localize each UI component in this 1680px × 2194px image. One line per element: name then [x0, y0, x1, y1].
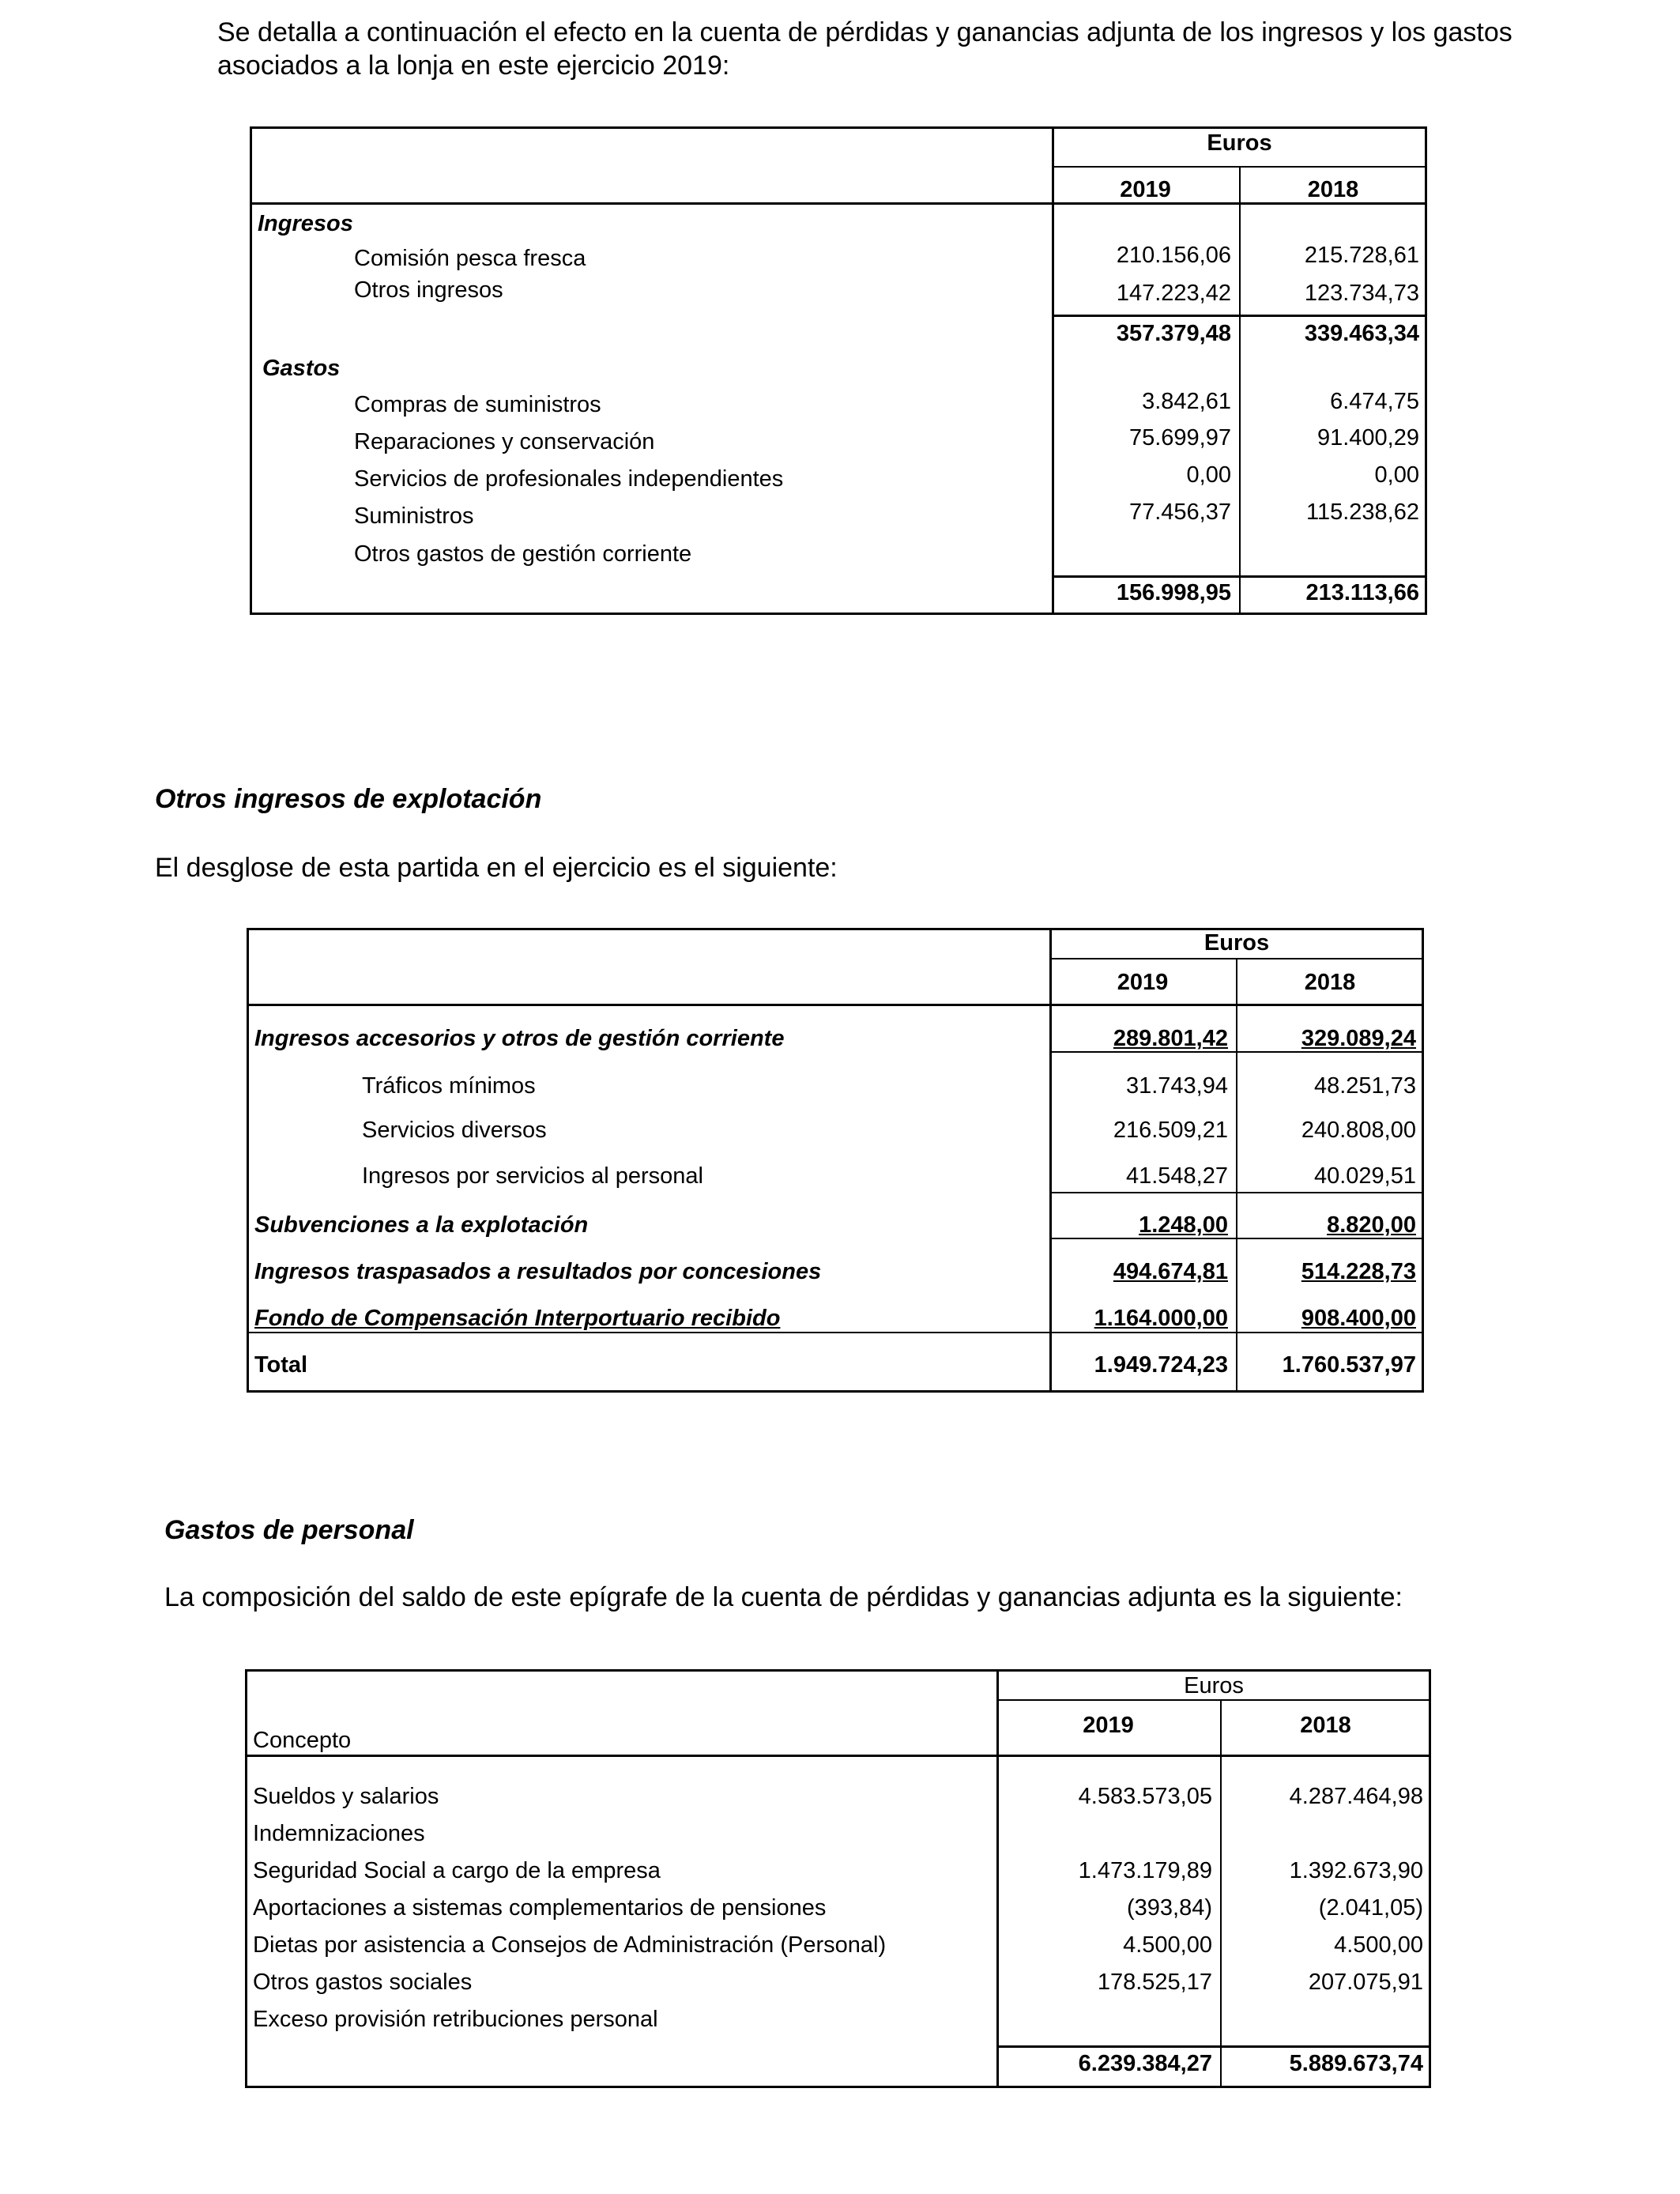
table2-row-label: Ingresos por servicios al personal	[362, 1163, 703, 1189]
table1-value-2019: 147.223,42	[1116, 281, 1231, 306]
table2-value-2018: 240.808,00	[1301, 1118, 1416, 1143]
table2-value-2019: 494.674,81	[1113, 1259, 1228, 1284]
table1-value-2019: 75.699,97	[1128, 425, 1231, 450]
table2-value-2019: 289.801,42	[1113, 1026, 1228, 1051]
table3-value-2019: 1.473.179,89	[1078, 1858, 1212, 1883]
table2-value-2019: 31.743,94	[1125, 1073, 1228, 1099]
table3-value-2018: (2.041,05)	[1318, 1895, 1423, 1921]
table2-value-2018: 329.089,24	[1301, 1026, 1416, 1051]
table3-euros-header: Euros	[1184, 1673, 1244, 1698]
table1-year-2018: 2018	[1307, 177, 1359, 202]
section-heading-otros-ingresos: Otros ingresos de explotación	[155, 784, 542, 814]
table2-total-2019: 1.949.724,23	[1094, 1352, 1228, 1378]
table2-value-2019: 1.248,00	[1139, 1212, 1228, 1238]
table1-value-2018: 91.400,29	[1317, 425, 1419, 450]
table3-concepto-header: Concepto	[253, 1728, 352, 1753]
table3-header-line	[245, 1755, 1431, 1757]
table3-value-2018: 4.500,00	[1334, 1932, 1423, 1958]
table2-value-2018: 40.029,51	[1313, 1163, 1416, 1189]
table1-ingresos-total-2018: 339.463,34	[1304, 321, 1419, 346]
table1-year-2019: 2019	[1120, 177, 1171, 202]
table1-value-2019: 0,00	[1186, 462, 1231, 488]
table1-value-2018: 0,00	[1374, 462, 1419, 488]
table1-value-2018: 215.728,61	[1304, 243, 1419, 268]
table3-value-2019: (393,84)	[1126, 1895, 1212, 1921]
table1-row-label: Servicios de profesionales independientes	[354, 466, 784, 492]
table1-value-2019: 3.842,61	[1142, 389, 1231, 414]
section-heading-gastos-personal: Gastos de personal	[164, 1515, 414, 1545]
table2-total-line	[247, 1332, 1424, 1333]
table3-total-2019: 6.239.384,27	[1078, 2051, 1212, 2076]
table3-value-2019: 4.500,00	[1123, 1932, 1212, 1958]
intro-line-1: Se detalla a continuación el efecto en la cuenta de pérdidas y ganancias adjunta de los ingresos y los gastos	[217, 17, 1512, 47]
table2-value-2018: 8.820,00	[1327, 1212, 1416, 1238]
table2-row-label: Fondo de Compensación Interportuario recibido	[254, 1306, 781, 1331]
table2-value-2019: 41.548,27	[1125, 1163, 1228, 1189]
table3-row-label: Seguridad Social a cargo de la empresa	[253, 1858, 661, 1883]
table1-gastos-label: Gastos	[262, 356, 341, 381]
table2-value-2018: 514.228,73	[1301, 1259, 1416, 1284]
table2-row-label: Subvenciones a la explotación	[254, 1212, 589, 1238]
table3-row-label: Exceso provisión retribuciones personal	[253, 2007, 658, 2032]
table1-row-label: Otros ingresos	[354, 277, 503, 303]
section2-paragraph: El desglose de esta partida en el ejercicio es el siguiente:	[155, 853, 838, 883]
intro-line-2: asociados a la lonja en este ejercicio 2019:	[217, 51, 730, 81]
table2-value-2018: 908.400,00	[1301, 1306, 1416, 1331]
table1-row-label: Comisión pesca fresca	[354, 246, 586, 271]
table2-row-label: Tráficos mínimos	[362, 1073, 536, 1099]
table1-value-2019: 77.456,37	[1128, 499, 1231, 525]
table1-row-label: Otros gastos de gestión corriente	[354, 541, 692, 567]
table3-euros-line	[996, 1699, 1431, 1701]
table3-row-label: Sueldos y salarios	[253, 1784, 439, 1809]
section3-paragraph: La composición del saldo de este epígrafe de la cuenta de pérdidas y ganancias adjunta es la siguiente:	[164, 1582, 1403, 1612]
table3-value-2018: 1.392.673,90	[1289, 1858, 1423, 1883]
table2-header-line	[247, 1004, 1424, 1006]
table1-value-2018: 6.474,75	[1330, 389, 1419, 414]
table1-value-2019: 210.156,06	[1116, 243, 1231, 268]
table3-row-label: Dietas por asistencia a Consejos de Administración (Personal)	[253, 1932, 887, 1958]
table3-value-2019: 178.525,17	[1097, 1970, 1212, 1995]
table1-ingresos-total-2019: 357.379,48	[1116, 321, 1231, 346]
table3-year-2018: 2018	[1300, 1713, 1351, 1738]
table1-gastos-total-2018: 213.113,66	[1305, 580, 1419, 605]
table2-year-2018: 2018	[1304, 970, 1356, 995]
table1-gastos-total-line	[1052, 575, 1427, 578]
table3-year-divider	[1220, 1699, 1222, 2088]
table2-row-label: Ingresos traspasados a resultados por concesiones	[254, 1259, 822, 1284]
table3-row-label: Otros gastos sociales	[253, 1970, 473, 1995]
table2-value-2019: 1.164.000,00	[1094, 1306, 1228, 1331]
table2-row-label: Ingresos accesorios y otros de gestión corriente	[254, 1026, 785, 1051]
table1-row-label: Compras de suministros	[354, 392, 601, 417]
table2-line	[1049, 1192, 1424, 1193]
table3-total-2018: 5.889.673,74	[1289, 2051, 1423, 2076]
table3-row-label: Aportaciones a sistemas complementarios de pensiones	[253, 1895, 827, 1921]
table2-year-2019: 2019	[1117, 970, 1169, 995]
table1-value-2018: 115.238,62	[1306, 499, 1419, 525]
table1-euros-line	[1052, 166, 1427, 168]
table2-value-2018: 48.251,73	[1313, 1073, 1416, 1099]
table2-total-2018: 1.760.537,97	[1282, 1352, 1416, 1378]
table1-row-label: Reparaciones y conservación	[354, 429, 655, 454]
table3-row-label: Indemnizaciones	[253, 1821, 425, 1846]
intro-paragraph	[217, 16, 1512, 82]
table2-euros-header: Euros	[1203, 930, 1270, 956]
table1-row-label: Suministros	[354, 503, 474, 529]
table1-ingresos-label: Ingresos	[258, 211, 353, 236]
table2-euros-line	[1049, 958, 1424, 959]
table3-value-2019: 4.583.573,05	[1078, 1784, 1212, 1809]
table2-total-label: Total	[254, 1352, 308, 1378]
table3-value-2018: 4.287.464,98	[1289, 1784, 1423, 1809]
table3-year-2019: 2019	[1083, 1713, 1134, 1738]
table2-row-label: Servicios diversos	[362, 1118, 547, 1143]
table1-gastos-total-2019: 156.998,95	[1116, 580, 1231, 605]
table3-total-line	[996, 2045, 1431, 2048]
table2-value-2019: 216.509,21	[1113, 1118, 1228, 1143]
table1-ingresos-total-line	[1052, 315, 1427, 317]
table3-value-2018: 207.075,91	[1308, 1970, 1423, 1995]
table1-euros-header: Euros	[1207, 130, 1272, 156]
table1-value-2018: 123.734,73	[1304, 281, 1419, 306]
